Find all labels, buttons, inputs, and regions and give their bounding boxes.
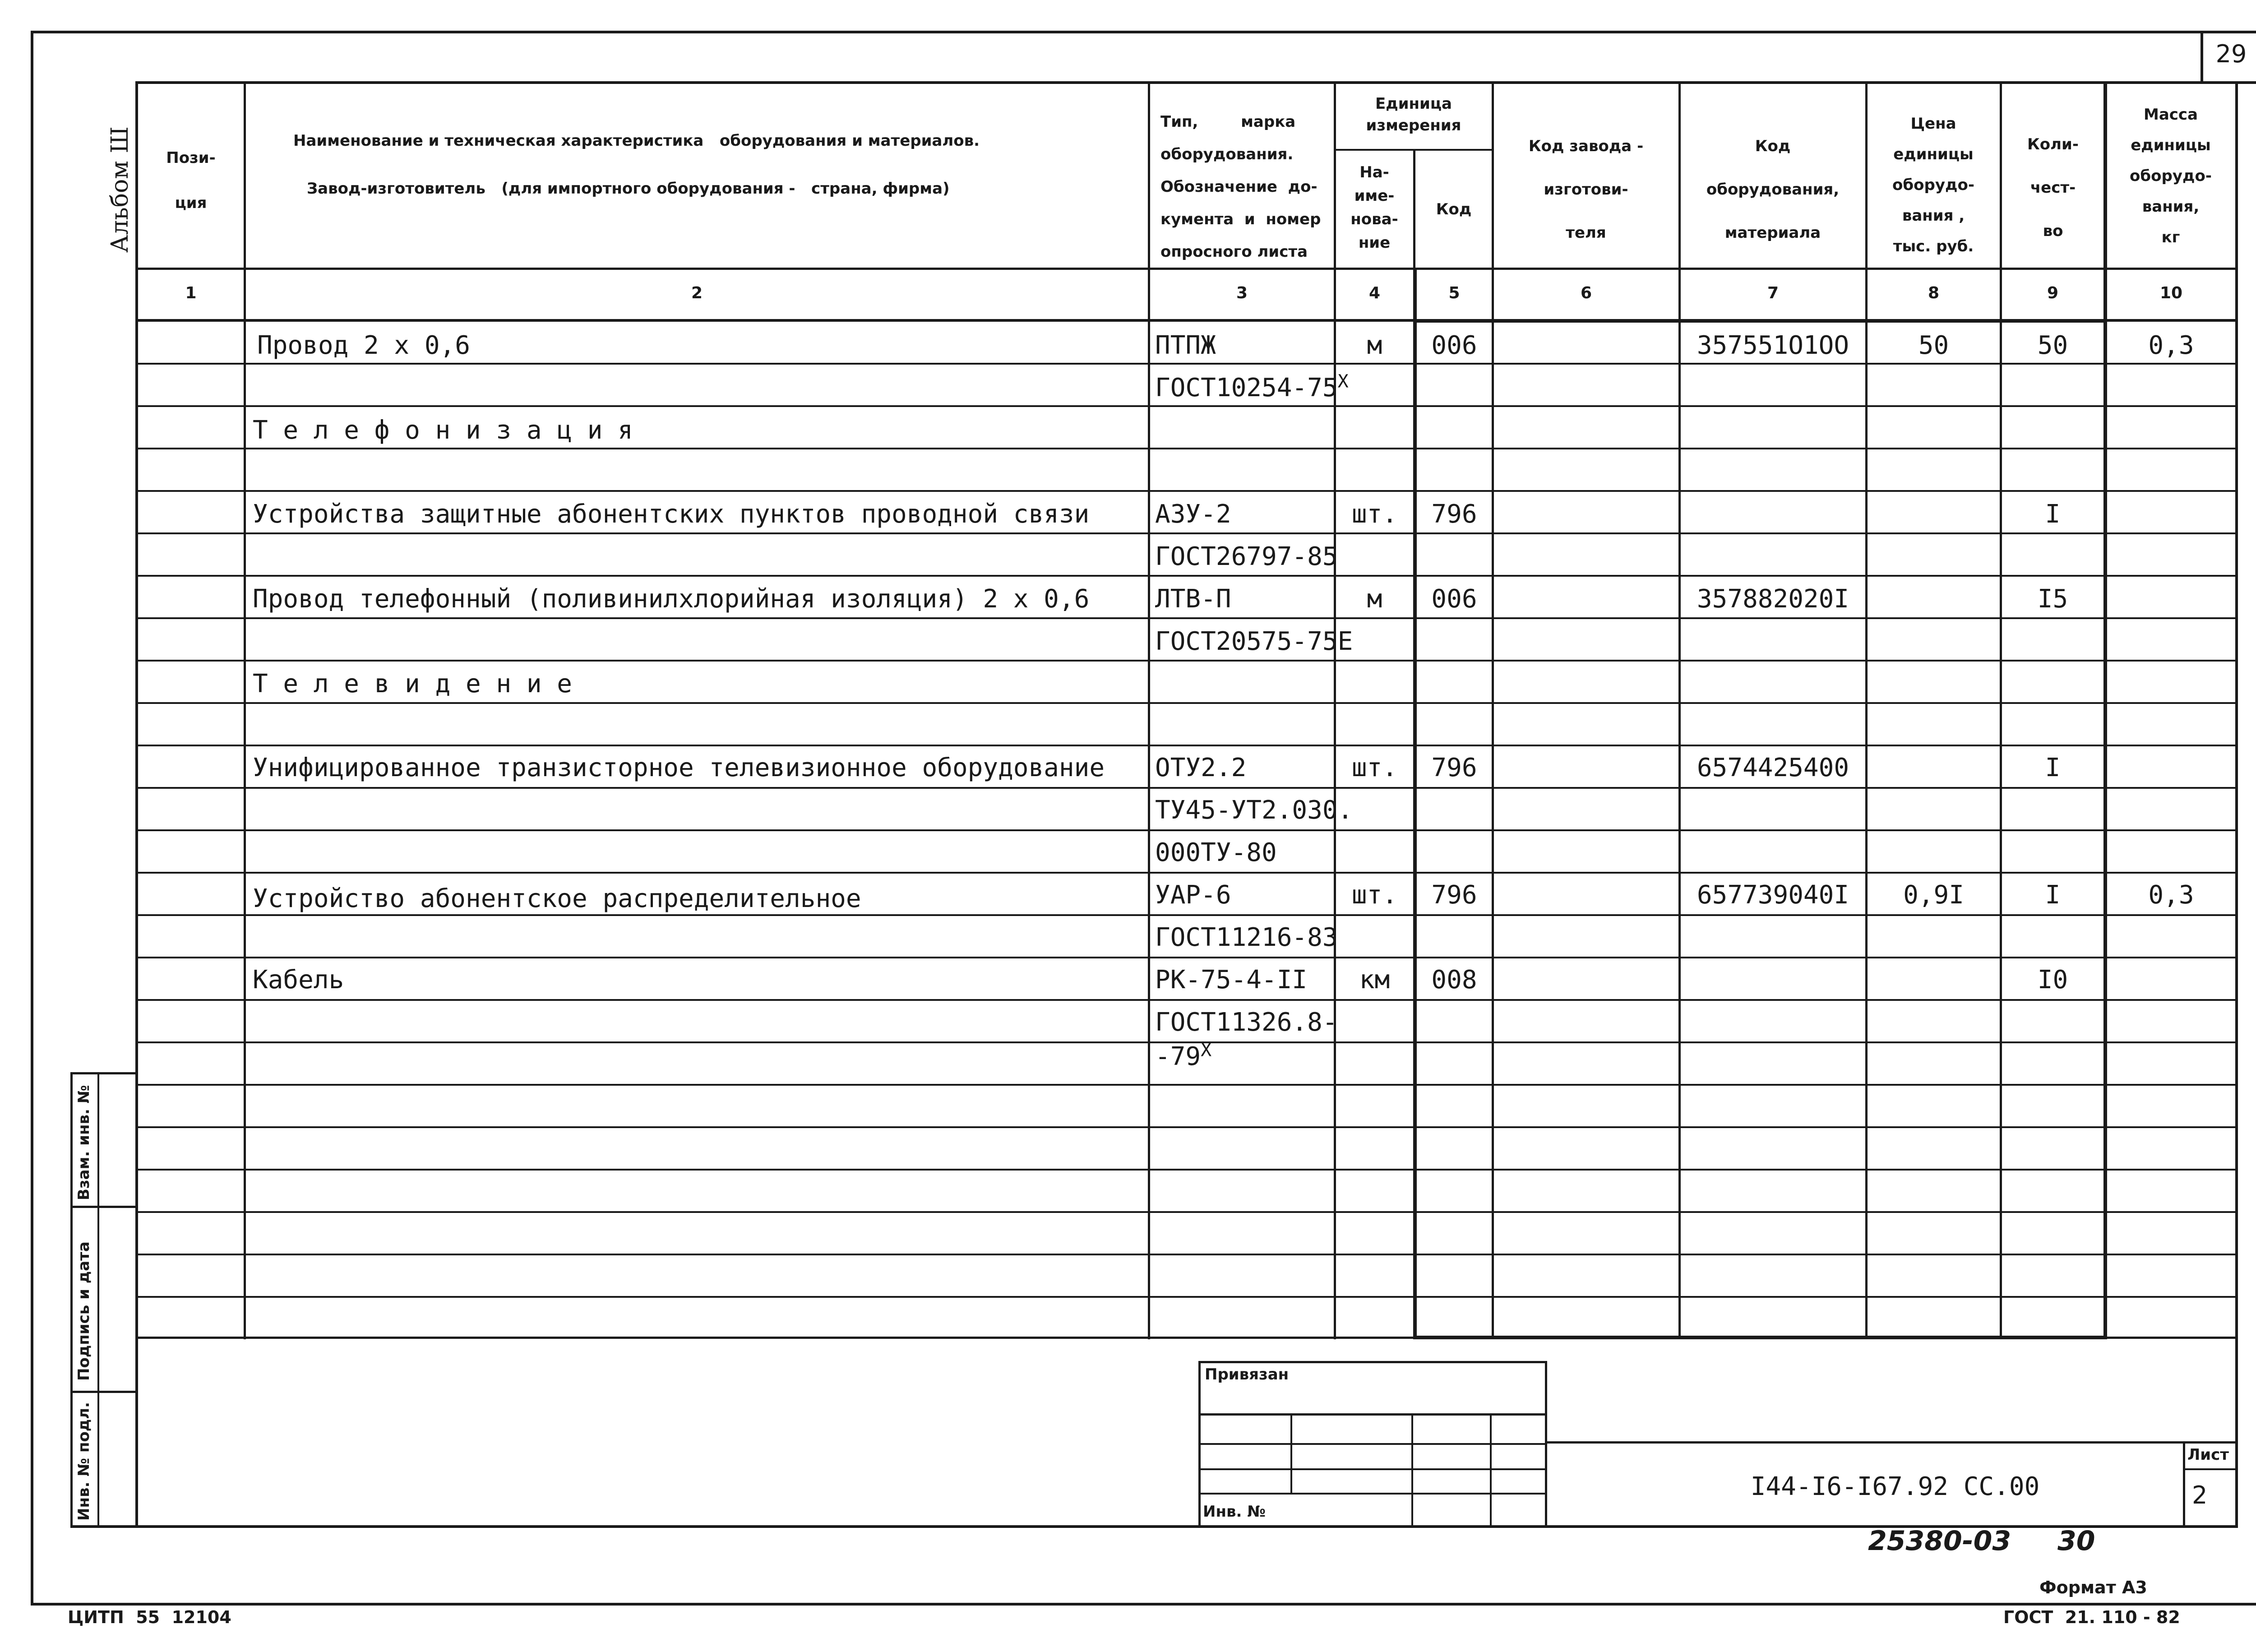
col-num-1: 1 xyxy=(185,284,197,302)
col-num-7: 7 xyxy=(1767,284,1779,302)
row-type: РК-75-4-II xyxy=(1155,965,1308,995)
row-type: ГОСТ20575-75Е xyxy=(1155,627,1353,656)
col-num-5: 5 xyxy=(1448,284,1460,302)
row-code: 357551О1ОО xyxy=(1697,331,1849,360)
row-code: 357882020I xyxy=(1697,584,1849,614)
row-qty: I xyxy=(2045,500,2061,529)
row-type: ГОСТ26797-85 xyxy=(1155,542,1338,571)
handwritten-page: 30 xyxy=(2057,1525,2095,1557)
header-name-line1: Наименование и техническая характеристика оборудования и материалов. xyxy=(293,132,980,150)
header-price: Цена единицы оборудо- вания , тыс. руб. xyxy=(1892,115,1974,255)
label-replaced-inv: Взам. инв. № xyxy=(75,1085,93,1200)
publisher-code: ЦИТП 55 12104 xyxy=(68,1607,231,1627)
row-price: 0,9I xyxy=(1903,880,1964,910)
row-qty: I0 xyxy=(2037,965,2068,995)
header-factory-code: Код завода - изготови- теля xyxy=(1528,137,1644,242)
col-num-4: 4 xyxy=(1368,284,1381,302)
row-qty: 50 xyxy=(2037,331,2068,360)
header-mass: Масса единицы оборудо- вания, кг xyxy=(2130,106,2212,246)
row-unit: м xyxy=(1367,331,1382,360)
row-type: ТУ45-УТ2.030. xyxy=(1155,796,1353,825)
row-name: Провод 2 х 0,6 xyxy=(257,331,471,360)
header-name-line2: Завод-изготовитель (для импортного оборудования - страна, фирма) xyxy=(307,180,950,198)
row-mass: 0,3 xyxy=(2148,331,2194,360)
stamp-inv-no: Инв. № xyxy=(1203,1503,1266,1521)
row-type: 000ТУ-80 xyxy=(1155,838,1277,867)
row-type: ОТУ2.2 xyxy=(1155,753,1247,782)
label-signature-date: Подпись и дата xyxy=(75,1241,93,1381)
row-type xyxy=(1155,371,1349,403)
header-unit-code: Код xyxy=(1436,200,1472,218)
row-unit: шт. xyxy=(1351,753,1398,782)
row-unit: шт. xyxy=(1351,500,1398,529)
row-name: Устройство абонентское распределительное xyxy=(253,884,861,913)
row-qty: I5 xyxy=(2037,584,2068,614)
col-num-3: 3 xyxy=(1236,284,1248,302)
sheet-corner-number: 29 xyxy=(2215,40,2247,68)
row-unit-code: 796 xyxy=(1431,880,1477,910)
label-inv-original: Инв. № подл. xyxy=(75,1402,93,1521)
row-code: 6574425400 xyxy=(1697,753,1849,782)
row-type xyxy=(1155,1042,1211,1071)
row-unit: м xyxy=(1367,584,1382,614)
handwritten-number: 25380-03 xyxy=(1868,1525,2011,1557)
header-unit-name: На- име- нова- ние xyxy=(1350,163,1398,252)
row-type-sup: X xyxy=(1337,371,1349,392)
row-unit: шт. xyxy=(1351,880,1398,910)
row-name: Устройства защитные абонентских пунктов проводной связи xyxy=(253,500,1090,529)
col-num-2: 2 xyxy=(691,284,703,302)
row-qty: I xyxy=(2045,880,2061,910)
row-unit: км xyxy=(1359,965,1390,995)
row-name: Кабель xyxy=(253,965,344,995)
row-type: УАР-6 xyxy=(1155,880,1231,910)
col-num-8: 8 xyxy=(1928,284,1940,302)
stamp-privyazan: Привязан xyxy=(1205,1365,1289,1384)
header-quantity: Коли- чест- во xyxy=(2027,135,2079,240)
section-title-television: Т е л е в и д е н и е xyxy=(253,669,573,699)
stamp-designation: I44-I6-I67.92 СС.00 xyxy=(1750,1472,2040,1501)
row-type: ПТПЖ xyxy=(1155,331,1216,360)
stamp-list-label: Лист xyxy=(2187,1446,2229,1464)
row-type: ЛТВ-П xyxy=(1155,584,1231,614)
row-type: АЗУ-2 xyxy=(1155,500,1231,529)
row-unit-code: 796 xyxy=(1431,753,1477,782)
row-price: 50 xyxy=(1918,331,1949,360)
row-type-text: -79 xyxy=(1155,1042,1201,1071)
header-type: Тип, марка оборудования. Обозначение до- кумента и номер опросного листа xyxy=(1160,113,1321,261)
row-type-sup: X xyxy=(1201,1040,1212,1061)
row-unit-code: 006 xyxy=(1431,584,1477,614)
row-mass: 0,3 xyxy=(2148,880,2194,910)
row-name: Унифицированное транзисторное телевизионное оборудование xyxy=(253,753,1105,782)
row-unit-code: 008 xyxy=(1431,965,1477,995)
header-position: Пози- ция xyxy=(166,149,216,212)
row-code: 657739040I xyxy=(1697,880,1849,910)
section-title-telephony: Т е л е ф о н и з а ц и я xyxy=(253,416,633,445)
header-unit: Единица измерения xyxy=(1366,95,1461,134)
album-label: Альбом Ш xyxy=(106,126,134,253)
row-unit-code: 006 xyxy=(1431,331,1477,360)
gost-standard: ГОСТ 21. 110 - 82 xyxy=(2003,1607,2180,1627)
format-label: Формат А3 xyxy=(2039,1578,2147,1597)
row-qty: I xyxy=(2045,753,2061,782)
row-type-text: ГОСТ10254-75 xyxy=(1155,373,1338,403)
col-num-10: 10 xyxy=(2159,284,2183,302)
row-unit-code: 796 xyxy=(1431,500,1477,529)
header-equipment-code: Код оборудования, материала xyxy=(1706,137,1840,242)
row-type: ГОСТ11216-83 xyxy=(1155,923,1338,952)
col-num-9: 9 xyxy=(2047,284,2059,302)
stamp-list-number: 2 xyxy=(2192,1481,2208,1509)
col-num-6: 6 xyxy=(1580,284,1592,302)
row-name: Провод телефонный (поливинилхлорийная изоляция) 2 х 0,6 xyxy=(253,584,1090,614)
row-type: ГОСТ11326.8- xyxy=(1155,1008,1338,1037)
